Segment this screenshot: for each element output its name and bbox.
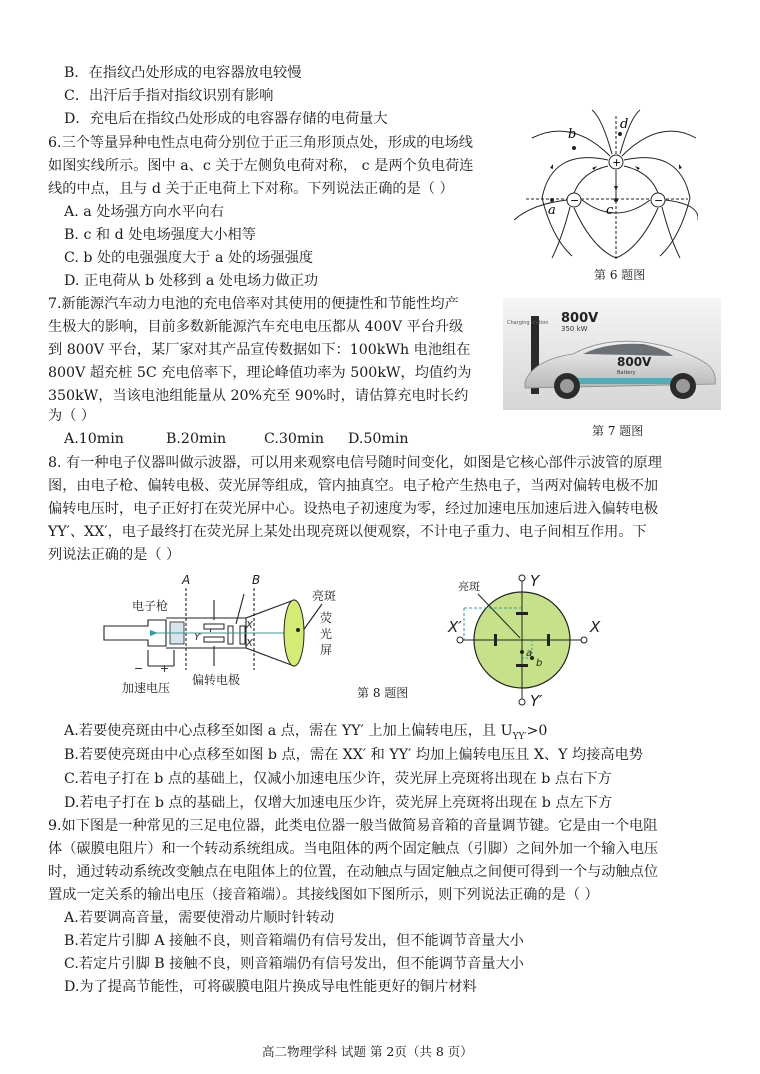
q7-option-d: D.50min	[348, 431, 409, 447]
point-d-label: d	[620, 117, 629, 132]
plane-a-label: A	[182, 573, 191, 587]
q8-option-a	[64, 721, 547, 747]
station-power-label: 350 kW	[561, 325, 588, 333]
q6-stem-line2: 如图实线所示。图中 a、c 关于左侧负电荷对称， c 是两个负电荷连	[48, 158, 474, 174]
q8-screen-figure	[444, 568, 606, 710]
electron-gun-label: 电子枪	[132, 599, 169, 613]
q7-stem-line6: 为（ ）	[48, 408, 96, 424]
q9-option-d: D.为了提高节能性，可将碳膜电阻片换成导电性能更好的铜片材料	[64, 979, 477, 995]
q6-field-figure	[512, 108, 698, 260]
plus-charge-label: +	[612, 156, 622, 169]
q6-stem-line1: 6.三个等量异种电性点电荷分别位于正三角形顶点处，形成的电场线	[48, 135, 473, 151]
car-voltage-label: 800V	[617, 355, 652, 369]
q8-stem-line2: 图，由电子枪、偏转电极、荧光屏等组成，管内抽真空。电子枪产生热电子，当两对偏转电极不加	[48, 478, 659, 494]
screen-xp-label: X′	[448, 618, 462, 636]
bright-spot-label: 亮斑	[312, 589, 337, 603]
q8-caption: 第 8 题图	[357, 686, 409, 700]
q8-option-a-tail: >0	[526, 723, 548, 739]
car-battery-label: Battery	[617, 370, 636, 376]
q5-option-c: C．出汗后手指对指纹识别有影响	[64, 88, 274, 104]
charging-station-label: Charging station	[507, 320, 549, 326]
q7-option-a: A.10min	[64, 431, 124, 447]
q9-stem-line4: 置成一定关系的输出电压（接音箱端）。其接线图如下图所示，则下列说法正确的是（ ）	[48, 887, 599, 903]
screen-point-a-label: a	[526, 648, 533, 659]
minus-charge-left-label: −	[570, 194, 580, 207]
minus-terminal-label: −	[134, 662, 144, 675]
q9-option-c: C.若定片引脚 B 接触不良，则音箱端仍有信号发出，但不能调节音量大小	[64, 956, 524, 972]
q9-stem-line1: 9.如下图是一种常见的三足电位器，此类电位器一般当做简易音箱的音量调节键。它是由一个电阻	[48, 818, 658, 834]
q7-car-photo	[503, 298, 721, 410]
q8-stem-line5: 列说法正确的是（ ）	[48, 547, 181, 563]
screen-point-b-label: b	[536, 658, 543, 669]
screen-label-2: 光	[320, 627, 333, 641]
q5-option-d: D．充电后在指纹凸处形成的电容器存储的电荷量大	[64, 111, 388, 127]
q9-option-b: B.若定片引脚 A 接触不良，则音箱端仍有信号发出，但不能调节音量大小	[64, 933, 524, 949]
screen-x-label: X	[590, 618, 601, 636]
plane-b-label: B	[252, 573, 261, 587]
q8-option-a-text: A.若要使亮斑由中心点移至如图 a 点，需在 YY′ 上加上偏转电压，且 U	[64, 723, 513, 739]
q7-option-b: B.20min	[166, 431, 227, 447]
q8-option-b: B.若要使亮斑由中心点移至如图 b 点，需在 XX′ 和 YY′ 均加上偏转电压且 X、Y 均接高电势	[64, 747, 643, 763]
q8-stem-line3: 偏转电压时，电子正好打在荧光屏中心。设热电子初速度为零，经过加速电压加速后进入偏转电极	[48, 501, 659, 517]
q6-option-c: C. b 处的电强强度大于 a 处的场强强度	[64, 250, 314, 266]
q7-stem-line3: 到 800V 平台，某厂家对其产品宣传数据如下：100kWh 电池组在	[48, 342, 471, 358]
point-a-label: a	[548, 203, 556, 218]
q7-option-c: C.30min	[264, 431, 325, 447]
q7-stem-line1: 7.新能源汽车动力电池的充电倍率对其使用的便捷性和节能性均产	[48, 296, 459, 312]
q8-stem-line4: YY′、XX′，电子最终打在荧光屏上某处出现亮斑以便观察，不计电子重力、电子间相互作用。下	[48, 524, 647, 540]
q9-stem-line3: 时，通过转动系统改变触点在电阻体上的位置，在动触点与固定触点之间便可得到一个与动触点位	[48, 864, 659, 880]
q9-stem-line2: 体（碳膜电阻片）和一个转动系统组成。当电阻体的两个固定触点（引脚）之间外加一个输入电压	[48, 841, 659, 857]
plus-terminal-label: +	[160, 662, 170, 675]
q5-option-b: B．在指纹凸处形成的电容器放电较慢	[64, 65, 302, 81]
q6-option-d: D. 正电荷从 b 处移到 a 处电场力做正功	[64, 273, 319, 289]
q8-stem-line1: 8. 有一种电子仪器叫做示波器，可以用来观察电信号随时间变化，如图是它核心部件示波管的原理	[48, 455, 662, 471]
point-c-label: c	[606, 203, 614, 218]
accelerating-voltage-label: 加速电压	[122, 681, 171, 695]
page-footer: 高二物理学科 试题 第 2页（共 8 页）	[262, 1044, 473, 1059]
tube-xp-label: X′	[246, 638, 256, 649]
minus-charge-right-label: −	[654, 194, 664, 207]
tube-x-label: X	[246, 620, 253, 631]
q9-option-a: A.若要调高音量，需要使滑动片顺时针转动	[64, 910, 335, 926]
station-voltage-label: 800V	[561, 311, 599, 326]
q6-caption: 第 6 题图	[594, 268, 646, 282]
q7-stem-line4: 800V 超充桩 5C 充电倍率下，理论峰值功率为 500kW，均值约为	[48, 365, 472, 381]
q8-option-a-subscript: YY′	[512, 731, 527, 742]
q7-stem-line2: 生极大的影响，目前多数新能源汽车充电电压都从 400V 平台升级	[48, 319, 464, 335]
q8-option-c: C.若电子打在 b 点的基础上，仅减小加速电压少许，荧光屏上亮斑将出现在 b 点右下方	[64, 771, 612, 787]
q6-stem-line3: 线的中点，且与 d 关于正电荷上下对称。下列说法正确的是（ ）	[48, 181, 454, 197]
screen-spot-label: 亮斑	[458, 580, 480, 593]
q8-tube-figure	[96, 570, 346, 698]
screen-label-3: 屏	[320, 643, 333, 657]
point-b-label: b	[568, 127, 577, 142]
screen-label-1: 荧	[320, 611, 333, 625]
screen-y-label: Y	[530, 572, 540, 590]
q8-option-d: D.若电子打在 b 点的基础上，仅增大加速电压少许，荧光屏上亮斑将出现在 b 点左下方	[64, 795, 613, 811]
deflection-electrode-label: 偏转电极	[192, 673, 241, 687]
q6-option-b: B. c 和 d 处电场强度大小相等	[64, 227, 256, 243]
screen-yp-label: Y′	[530, 692, 543, 710]
q6-option-a: A. a 处场强方向水平向右	[64, 204, 224, 220]
q7-caption: 第 7 题图	[592, 424, 644, 438]
tube-yp-label: Y′	[194, 632, 203, 643]
q7-stem-line5: 350kW，当该电池组能量从 20%充至 90%时，请估算充电时长约	[48, 388, 469, 404]
